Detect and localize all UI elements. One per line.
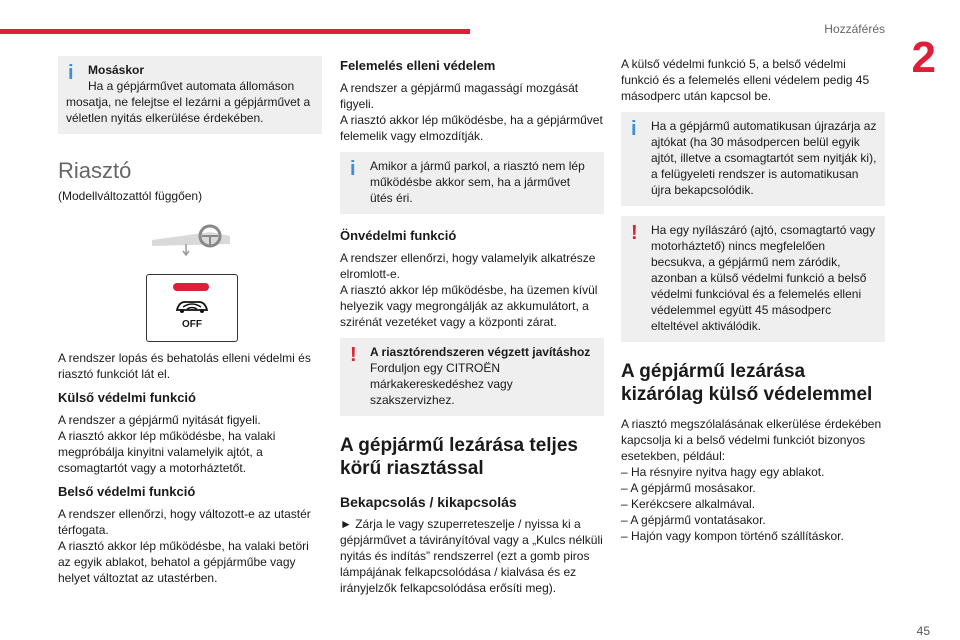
internal-text-1: A rendszer ellenőrzi, hogy változott-e az utastér térfogata. <box>58 507 311 537</box>
info-icon: i <box>68 62 74 84</box>
column-2 <box>340 56 604 604</box>
external-only-text: A riasztó megszólalásának elkerülése érdekében kapcsolja ki a belső védelmi funkciót bizonyos esetekben, például: <box>621 417 882 463</box>
warning-note-repair <box>340 338 604 416</box>
self-text-1: A rendszer ellenőrzi, hogy valamelyik alkatrésze elromlott-e. <box>340 251 596 281</box>
heading-on-off: Bekapcsolás / kikapcsolás <box>340 494 517 510</box>
info-note-relock <box>621 112 885 206</box>
section-title: Hozzáférés <box>824 22 885 36</box>
intro-text: A rendszer lopás és behatolás elleni védelmi és riasztó funkciót lát el. <box>58 351 311 381</box>
alarm-illustration <box>58 212 322 342</box>
external-text-1: A rendszer a gépjármű nyitását figyeli. <box>58 413 261 427</box>
page-number: 45 <box>916 624 930 638</box>
warning-opening-text: Ha egy nyílászáró (ajtó, csomagtartó vagy motorháztető) nincs megfelelően becsukva, a gépjármű nem záródik, azonban a külső védelmi funkció a belső védelmi funkcióval és a felemelés elleni védelemmel együtt 45 másodperc elteltével aktiválódik. <box>651 223 876 333</box>
heading-external: Külső védelmi funkció <box>58 390 196 405</box>
list-item: – Hajón vagy kompon történő szállításkor. <box>621 529 844 543</box>
heading-external-only: A gépjármű lezárása kizárólag külső védelemmel <box>621 361 873 405</box>
column-1 <box>58 56 322 594</box>
self-text-2: A riasztó akkor lép működésbe, ha üzemen kívül helyezik vagy megrongálják az akkumulátort, a szirénát vezetéket vagy a központi zárat. <box>340 283 598 329</box>
alarm-off-button <box>146 274 238 342</box>
note-relock-text: Ha a gépjármű automatikusan újrazárja az ajtókat (ha 30 másodpercen belül egyik ajtót, illetve a csomagtartót sem nyitják ki), a felügyeleti rendszer is automatikusan újra bekapcsolódik. <box>651 119 877 197</box>
warning-note-opening <box>621 216 885 342</box>
subtitle-model: (Modellváltozattól függően) <box>58 189 203 203</box>
column-3 <box>621 56 885 544</box>
top-accent-bar <box>0 29 470 34</box>
warning-repair-text: Forduljon egy CITROËN márkakereskedéshez vagy szakszervizhez. <box>370 361 513 407</box>
car-alarm-icon <box>150 222 240 258</box>
red-indicator-lamp <box>173 283 209 291</box>
heading-internal: Belső védelmi funkció <box>58 484 196 499</box>
list-item: – Ha résnyire nyitva hagy egy ablakot. <box>621 465 825 479</box>
info-icon: i <box>350 158 356 180</box>
list-item: – Kerékcsere alkalmával. <box>621 497 756 511</box>
info-note-parking <box>340 152 604 214</box>
note-parking-text: Amikor a jármű parkol, a riasztó nem lép működésbe akkor sem, ha a járművet ütés éri. <box>370 159 585 205</box>
lift-text-1: A rendszer a gépjármű magasságí mozgását figyeli. <box>340 81 579 111</box>
heading-full-alarm: A gépjármű lezárása teljes körű riasztással <box>340 435 578 479</box>
external-text-2: A riasztó akkor lép működésbe, ha valaki megpróbálja kinyitni valamelyik ajtót, a csomagtartót vagy a motorháztetőt. <box>58 429 276 475</box>
internal-text-2: A riasztó akkor lép működésbe, ha valaki betöri az egyik ablakot, behatol a gépjárműbe vagy helyet változtat az utastérben. <box>58 539 309 585</box>
list-item: – A gépjármű vontatásakor. <box>621 513 766 527</box>
heading-self-protection: Önvédelmi funkció <box>340 228 457 243</box>
off-label: OFF <box>182 319 202 330</box>
note-title: Mosáskor <box>88 63 145 77</box>
chapter-number: 2 <box>911 33 936 82</box>
note-text: Ha a gépjárművet automata állomáson mosatja, ne felejtse el lezárni a gépjárművet a véletlen nyitás elkerülése érdekében. <box>66 79 311 125</box>
cases-list <box>621 464 885 544</box>
list-item: – A gépjármű mosásakor. <box>621 481 756 495</box>
info-note-washing <box>58 56 322 134</box>
on-off-text: ► Zárja le vagy szuperreteszelje / nyissa ki a gépjárművet a távirányítóval vagy a „Kulcs nélküli nyitás és indítás” rendszerrel (ezt a gomb piros lámpájának felkapcsolódása / kialvása és ez irányjelzők felkapcsolódása erősíti meg). <box>340 517 603 595</box>
heading-lift: Felemelés elleni védelem <box>340 58 496 73</box>
heading-alarm: Riasztó <box>58 158 132 183</box>
warning-icon: ! <box>350 344 357 366</box>
warning-icon: ! <box>631 222 638 244</box>
car-waves-icon <box>171 297 213 315</box>
info-icon: i <box>631 118 637 140</box>
lift-text-2: A riasztó akkor lép működésbe, ha a gépjárművet felemelik vagy elmozdítják. <box>340 113 603 143</box>
activation-text: A külső védelmi funkció 5, a belső védelmi funkció és a felemelés elleni védelem pedig 45 másodperc után kapcsol be. <box>621 57 870 103</box>
warning-repair-title: A riasztórendszeren végzett javításhoz <box>370 345 591 359</box>
